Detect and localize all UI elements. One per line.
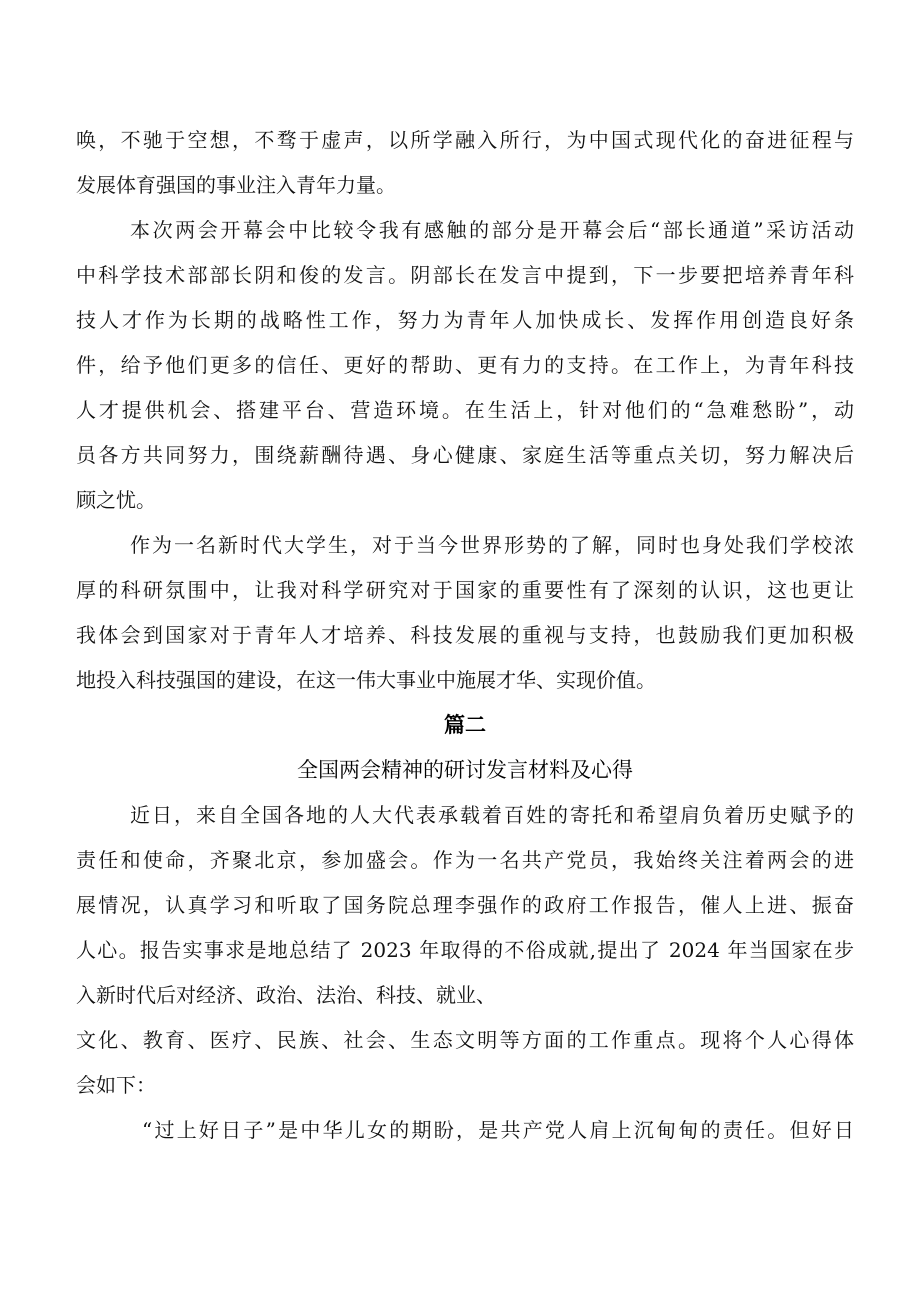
text-line: 责任和使命，齐聚北京，参加盛会。作为一名共产党员，我始终关注着两会的进	[76, 848, 854, 872]
text-line: 技人才作为长期的战略性工作，努力为青年人加快成长、发挥作用创造良好条	[76, 308, 854, 332]
text-line: 唤，不驰于空想，不骛于虚声，以所学融入所行，为中国式现代化的奋进征程与	[76, 128, 854, 152]
paragraph-2	[76, 208, 854, 523]
text-line: 顾之忧。	[76, 488, 156, 512]
text-line: 地投入科技强国的建设，在这一伟大事业中施展才华、实现价值。	[76, 668, 656, 692]
paragraph-4	[76, 793, 854, 1108]
text-line: 我体会到国家对于青年人才培养、科技发展的重视与支持，也鼓励我们更加积极	[76, 623, 854, 647]
text-line: 本次两会开幕会中比较令我有感触的部分是开幕会后“部长通道”采访活动	[130, 218, 854, 242]
text-line: 入新时代后对经济、政治、法治、科技、就业、	[76, 983, 496, 1007]
text-line: 人心。报告实事求是地总结了 2023 年取得的不俗成就,提出了 2024 年当国家在步	[76, 938, 854, 962]
text-line: 发展体育强国的事业注入青年力量。	[76, 173, 396, 197]
text-line: “过上好日子”是中华儿女的期盼，是共产党人肩上沉甸甸的责任。但好日	[142, 1118, 854, 1142]
text-line: 厚的科研氛围中，让我对科学研究对于国家的重要性有了深刻的认识，这也更让	[76, 578, 854, 602]
paragraph-5	[76, 1108, 854, 1153]
text-line: 展情况，认真学习和听取了国务院总理李强作的政府工作报告，催人上进、振奋	[76, 893, 854, 917]
text-line: 人才提供机会、搭建平台、营造环境。在生活上，针对他们的“急难愁盼”，动	[76, 398, 854, 422]
section-title: 全国两会精神的研讨发言材料及心得	[297, 758, 633, 782]
section-heading: 篇二	[444, 713, 486, 737]
text-line: 近日，来自全国各地的人大代表承载着百姓的寄托和希望肩负着历史赋予的	[130, 803, 854, 827]
text-line: 件，给予他们更多的信任、更好的帮助、更有力的支持。在工作上，为青年科技	[76, 353, 854, 377]
text-line: 员各方共同努力，围绕薪酬待遇、身心健康、家庭生活等重点关切，努力解决后	[76, 443, 854, 467]
text-line: 会如下：	[76, 1073, 156, 1097]
document-body	[76, 118, 854, 1153]
text-line: 作为一名新时代大学生，对于当今世界形势的了解，同时也身处我们学校浓	[130, 533, 854, 557]
paragraph-3	[76, 523, 854, 703]
text-line: 文化、教育、医疗、民族、社会、生态文明等方面的工作重点。现将个人心得体	[76, 1028, 854, 1052]
paragraph-1	[76, 118, 854, 208]
text-line: 中科学技术部部长阴和俊的发言。阴部长在发言中提到，下一步要把培养青年科	[76, 263, 854, 287]
